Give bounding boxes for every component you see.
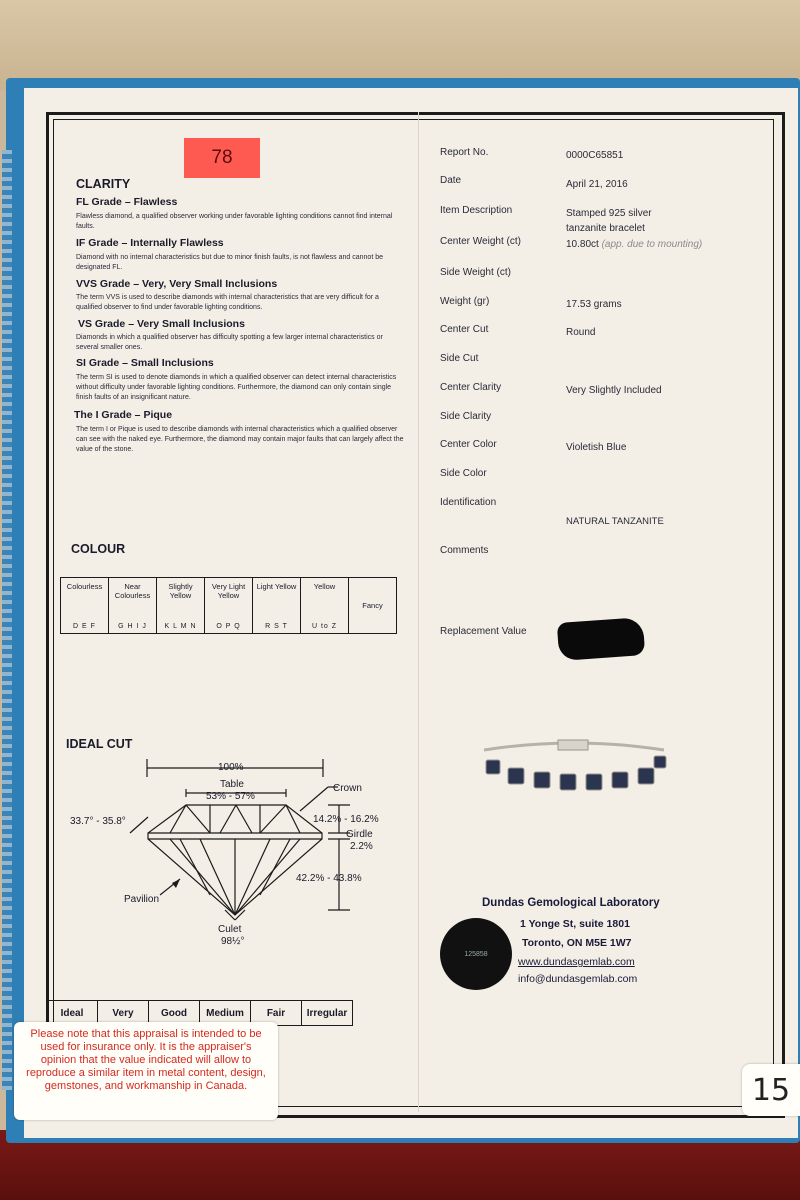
field-label: Center Clarity bbox=[440, 382, 502, 393]
culet-value-label: 98½° bbox=[221, 936, 245, 947]
center-weight-note: (app. due to mounting) bbox=[601, 239, 703, 250]
grade-desc: Diamonds in which a qualified observer has difficulty spotting a few larger internal characteristics or several smaller ones. bbox=[76, 334, 383, 351]
culet-label: Culet bbox=[218, 924, 242, 935]
colour-grades: D E F bbox=[73, 622, 96, 630]
grade-desc: Flawless diamond, a qualified observer working under favorable lighting conditions cannot find internal faults. bbox=[76, 213, 393, 230]
girdle-label: Girdle bbox=[346, 829, 373, 840]
lab-seal bbox=[440, 918, 512, 990]
crown-angle-label: 33.7° - 35.8° bbox=[70, 816, 126, 827]
lab-email: info@dundasgemlab.com bbox=[518, 973, 638, 985]
colour-name: Slightly Yellow bbox=[168, 581, 193, 600]
center-fold bbox=[418, 112, 419, 1112]
grade-title: SI Grade – Small Inclusions bbox=[76, 357, 214, 369]
colour-name: Colourless bbox=[66, 581, 103, 591]
colour-scale-table bbox=[60, 577, 397, 634]
cut-grade-cell: Irregular bbox=[302, 1001, 353, 1026]
ideal-cut-heading: IDEAL CUT bbox=[66, 737, 133, 751]
lab-address-line2: Toronto, ON M5E 1W7 bbox=[522, 937, 632, 949]
background-wall bbox=[0, 0, 800, 90]
field-value bbox=[566, 237, 702, 252]
field-value: Violetish Blue bbox=[566, 442, 627, 453]
grade-desc: The term I or Pique is used to describe diamonds with internal characteristics which a qualified observer can see with the naked eye. Furthermore, the diamond may contain major faults that can largely affect the value of the stone. bbox=[76, 426, 404, 453]
field-value: Round bbox=[566, 327, 596, 338]
colour-cell bbox=[205, 578, 253, 634]
colour-grades: K L M N bbox=[164, 622, 197, 630]
table-pct-label: 53% - 57% bbox=[206, 791, 255, 802]
field-label: Item Description bbox=[440, 205, 513, 216]
field-label: Center Weight (ct) bbox=[440, 236, 521, 247]
field-value: April 21, 2016 bbox=[566, 179, 628, 190]
pavilion-pct-label: 42.2% - 43.8% bbox=[296, 873, 362, 884]
grade-title: VVS Grade – Very, Very Small Inclusions bbox=[76, 278, 278, 290]
colour-name: Light Yellow bbox=[256, 581, 297, 591]
grade-desc: The term VVS is used to describe diamonds with internal characteristics that are very difficult for a qualified observer to find under favorable lighting conditions. bbox=[76, 294, 379, 311]
field-label: Date bbox=[440, 175, 462, 186]
field-label: Side Weight (ct) bbox=[440, 267, 511, 278]
field-value: Very Slightly Included bbox=[566, 385, 662, 396]
field-label: Side Color bbox=[440, 468, 487, 479]
grade-desc: Diamond with no internal characteristics but due to minor finish faults, is not flawless and cannot be designated FL. bbox=[76, 254, 383, 271]
cut-grade-cell: Good bbox=[149, 1001, 200, 1026]
colour-name: Near Colourless bbox=[114, 581, 151, 600]
seal-number: 125858 bbox=[464, 950, 488, 958]
insurance-disclaimer-sticker bbox=[14, 1022, 278, 1120]
colour-cell bbox=[61, 578, 109, 634]
colour-cell bbox=[301, 578, 349, 634]
colour-name: Very Light Yellow bbox=[211, 581, 246, 600]
field-label: Replacement Value bbox=[440, 626, 527, 637]
colour-heading: COLOUR bbox=[71, 542, 126, 556]
field-label: Weight (gr) bbox=[440, 296, 490, 307]
disclaimer-text: Please note that this appraisal is intended to be used for insurance only. It is the appraiser's opinion that the value indicated will allow to reproduce a similar item in metal content, design, gemstones, and workmanship in Canada. bbox=[26, 1028, 266, 1092]
redacted-value-mark bbox=[557, 617, 645, 661]
cut-grade-cell: Fair bbox=[251, 1001, 302, 1026]
colour-cell bbox=[349, 578, 397, 634]
colour-name: Fancy bbox=[362, 601, 383, 610]
page-number-tab: 15 bbox=[742, 1064, 800, 1116]
field-value: Stamped 925 silver bbox=[566, 208, 652, 219]
field-label: Identification bbox=[440, 497, 497, 508]
grade-desc: The term SI is used to denote diamonds in which a qualified observer can detect internal characteristics without difficulty under favorable lighting conditions. Furthermore, the diamond can only contain single finish faults of an insignificant nature. bbox=[76, 374, 397, 401]
cut-grade-cell: Ideal bbox=[47, 1001, 98, 1026]
grade-title: VS Grade – Very Small Inclusions bbox=[78, 318, 245, 330]
binder-rings bbox=[2, 150, 12, 1090]
girdle-pct-label: 2.2% bbox=[350, 841, 373, 852]
lab-name: Dundas Gemological Laboratory bbox=[482, 897, 660, 909]
colour-grades: G H I J bbox=[118, 622, 147, 630]
field-label: Side Cut bbox=[440, 353, 479, 364]
field-label: Comments bbox=[440, 545, 489, 556]
width-label: 100% bbox=[218, 762, 244, 773]
lab-address-line1: 1 Yonge St, suite 1801 bbox=[520, 918, 630, 930]
field-label: Side Clarity bbox=[440, 411, 492, 422]
grade-title: FL Grade – Flawless bbox=[76, 196, 178, 208]
colour-cell bbox=[109, 578, 157, 634]
field-label: Report No. bbox=[440, 147, 489, 158]
field-value: tanzanite bracelet bbox=[566, 223, 645, 234]
cut-grade-cell: Medium bbox=[200, 1001, 251, 1026]
field-value: NATURAL TANZANITE bbox=[566, 516, 664, 527]
inventory-sticker: 78 bbox=[184, 138, 260, 178]
table-label: Table bbox=[220, 779, 244, 790]
colour-grades: R S T bbox=[265, 622, 288, 630]
grade-title: The I Grade – Pique bbox=[74, 409, 173, 421]
colour-cell bbox=[157, 578, 205, 634]
center-weight-value: 10.80ct bbox=[566, 239, 599, 250]
cut-grade-cell: Very bbox=[98, 1001, 149, 1026]
field-label: Center Cut bbox=[440, 324, 489, 335]
clarity-heading: CLARITY bbox=[76, 177, 131, 191]
colour-name: Yellow bbox=[313, 581, 336, 591]
colour-cell bbox=[253, 578, 301, 634]
lab-website-link[interactable]: www.dundasgemlab.com bbox=[518, 956, 635, 968]
pavilion-label: Pavilion bbox=[124, 894, 160, 905]
field-label: Center Color bbox=[440, 439, 497, 450]
field-value: 0000C65851 bbox=[566, 150, 624, 161]
crown-pct-label: 14.2% - 16.2% bbox=[313, 814, 379, 825]
bracelet-image bbox=[478, 736, 670, 792]
grade-title: IF Grade – Internally Flawless bbox=[76, 237, 224, 249]
colour-grades: U to Z bbox=[311, 622, 338, 630]
colour-grades: O P Q bbox=[216, 622, 241, 630]
crown-label: Crown bbox=[333, 783, 362, 794]
field-value: 17.53 grams bbox=[566, 299, 622, 310]
